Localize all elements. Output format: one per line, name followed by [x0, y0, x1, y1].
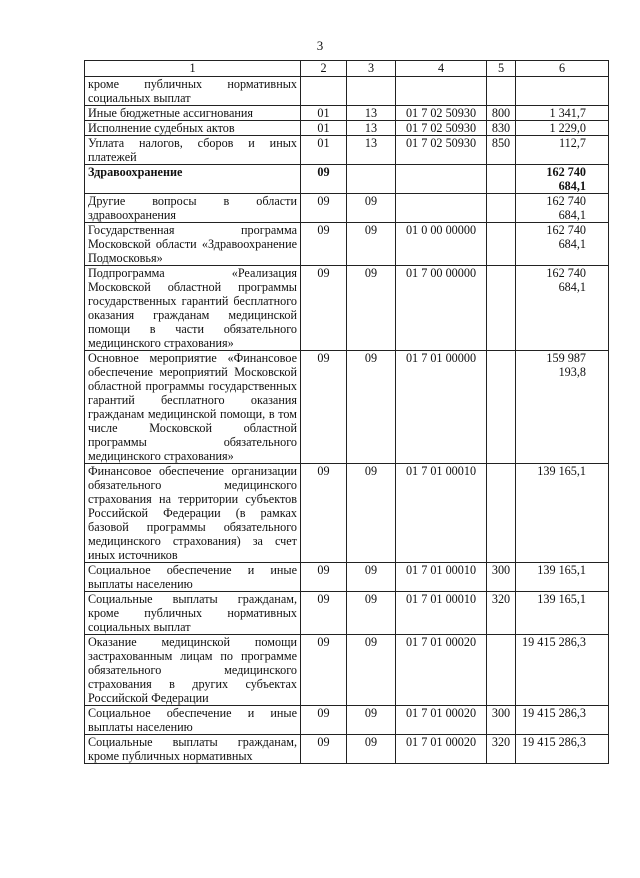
target-article-cell: 01 7 01 00010	[396, 464, 487, 563]
table-row	[85, 121, 609, 136]
amount-cell: 139 165,1	[516, 592, 609, 635]
amount-cell: 19 415 286,3	[516, 706, 609, 735]
subsection-code-cell: 09	[347, 266, 396, 351]
table-row	[85, 735, 609, 764]
expense-type-cell	[487, 223, 516, 266]
section-code-cell: 09	[301, 592, 347, 635]
section-code-cell: 09	[301, 165, 347, 194]
page-number: 3	[316, 38, 324, 53]
subsection-code-cell: 09	[347, 351, 396, 464]
target-article-cell: 01 7 01 00010	[396, 592, 487, 635]
target-article-cell: 01 7 01 00020	[396, 706, 487, 735]
amount-cell: 162 740 684,1	[516, 266, 609, 351]
table-row	[85, 635, 609, 706]
table-row	[85, 592, 609, 635]
row-name-cell: Социальные выплаты гражданам, кроме публичных нормативных	[85, 735, 301, 764]
target-article-cell: 01 7 01 00000	[396, 351, 487, 464]
expense-type-cell	[487, 351, 516, 464]
row-name-cell: кроме публичных нормативных социальных выплат	[85, 77, 301, 106]
row-name-cell: Исполнение судебных актов	[85, 121, 301, 136]
expense-type-cell	[487, 165, 516, 194]
table-row	[85, 351, 609, 464]
section-code-cell: 09	[301, 266, 347, 351]
row-name-cell: Другие вопросы в области здравоохранения	[85, 194, 301, 223]
amount-cell: 19 415 286,3	[516, 635, 609, 706]
subsection-code-cell: 13	[347, 106, 396, 121]
column-header: 2	[301, 61, 347, 77]
table-row	[85, 106, 609, 121]
target-article-cell	[396, 77, 487, 106]
expense-type-cell	[487, 266, 516, 351]
expense-type-cell	[487, 194, 516, 223]
section-code-cell: 01	[301, 106, 347, 121]
target-article-cell: 01 7 00 00000	[396, 266, 487, 351]
column-header: 4	[396, 61, 487, 77]
table-row	[85, 194, 609, 223]
row-name-cell: Иные бюджетные ассигнования	[85, 106, 301, 121]
amount-cell: 139 165,1	[516, 563, 609, 592]
column-header: 1	[85, 61, 301, 77]
amount-cell: 1 229,0	[516, 121, 609, 136]
expense-type-cell: 300	[487, 563, 516, 592]
table-row	[85, 464, 609, 563]
table-row	[85, 563, 609, 592]
target-article-cell: 01 7 02 50930	[396, 106, 487, 121]
section-code-cell: 09	[301, 223, 347, 266]
amount-cell: 162 740 684,1	[516, 223, 609, 266]
subsection-code-cell: 09	[347, 563, 396, 592]
row-name-cell: Социальное обеспечение и иные выплаты населению	[85, 563, 301, 592]
section-code-cell: 01	[301, 136, 347, 165]
target-article-cell: 01 7 02 50930	[396, 136, 487, 165]
row-name-cell: Социальное обеспечение и иные выплаты населению	[85, 706, 301, 735]
expense-type-cell	[487, 77, 516, 106]
row-name-cell: Здравоохранение	[85, 165, 301, 194]
subsection-code-cell: 13	[347, 121, 396, 136]
column-header: 6	[516, 61, 609, 77]
row-name-cell: Основное мероприятие «Финансовое обеспечение мероприятий Московской областной программы государственных гарантий бесплатного оказания гражданам медицинской помощи, в том числе Московской областной программы обязательного медицинского страхования»	[85, 351, 301, 464]
expense-type-cell: 320	[487, 735, 516, 764]
table-row	[85, 266, 609, 351]
amount-cell: 139 165,1	[516, 464, 609, 563]
expense-type-cell: 830	[487, 121, 516, 136]
section-code-cell: 09	[301, 194, 347, 223]
section-code-cell: 09	[301, 464, 347, 563]
row-name-cell: Социальные выплаты гражданам, кроме публичных нормативных социальных выплат	[85, 592, 301, 635]
subsection-code-cell: 09	[347, 635, 396, 706]
amount-cell: 1 341,7	[516, 106, 609, 121]
subsection-code-cell	[347, 77, 396, 106]
target-article-cell: 01 0 00 00000	[396, 223, 487, 266]
target-article-cell: 01 7 01 00020	[396, 735, 487, 764]
section-code-cell	[301, 77, 347, 106]
row-name-cell: Уплата налогов, сборов и иных платежей	[85, 136, 301, 165]
table-header-row	[85, 61, 609, 77]
table-row	[85, 165, 609, 194]
table-row	[85, 223, 609, 266]
expense-type-cell	[487, 464, 516, 563]
table-row	[85, 136, 609, 165]
section-code-cell: 09	[301, 635, 347, 706]
amount-cell: 159 987 193,8	[516, 351, 609, 464]
section-code-cell: 09	[301, 706, 347, 735]
section-code-cell: 09	[301, 351, 347, 464]
table-row	[85, 77, 609, 106]
budget-table-body	[85, 61, 609, 764]
row-name-cell: Оказание медицинской помощи застрахованным лицам по программе обязательного медицинского страхования в других субъектах Российской Федерации	[85, 635, 301, 706]
target-article-cell: 01 7 01 00020	[396, 635, 487, 706]
amount-cell: 19 415 286,3	[516, 735, 609, 764]
row-name-cell: Подпрограмма «Реализация Московской областной программы государственных гарантий бесплатного оказания гражданам медицинской помощи в части обязательного медицинского страхования»	[85, 266, 301, 351]
subsection-code-cell: 09	[347, 592, 396, 635]
section-code-cell: 09	[301, 735, 347, 764]
subsection-code-cell: 09	[347, 706, 396, 735]
expense-type-cell	[487, 635, 516, 706]
target-article-cell	[396, 194, 487, 223]
section-code-cell: 09	[301, 563, 347, 592]
section-code-cell: 01	[301, 121, 347, 136]
amount-cell: 112,7	[516, 136, 609, 165]
expense-type-cell: 850	[487, 136, 516, 165]
target-article-cell	[396, 165, 487, 194]
row-name-cell: Финансовое обеспечение организации обязательного медицинского страхования на территории субъектов Российской Федерации (в рамках базовой программы обязательного медицинского страхования) за счет иных источников	[85, 464, 301, 563]
expense-type-cell: 300	[487, 706, 516, 735]
target-article-cell: 01 7 01 00010	[396, 563, 487, 592]
amount-cell: 162 740 684,1	[516, 165, 609, 194]
budget-table	[84, 60, 609, 764]
subsection-code-cell: 09	[347, 223, 396, 266]
subsection-code-cell	[347, 165, 396, 194]
target-article-cell: 01 7 02 50930	[396, 121, 487, 136]
amount-cell: 162 740 684,1	[516, 194, 609, 223]
amount-cell	[516, 77, 609, 106]
expense-type-cell: 800	[487, 106, 516, 121]
subsection-code-cell: 09	[347, 194, 396, 223]
subsection-code-cell: 09	[347, 464, 396, 563]
column-header: 5	[487, 61, 516, 77]
row-name-cell: Государственная программа Московской области «Здравоохранение Подмосковья»	[85, 223, 301, 266]
column-header: 3	[347, 61, 396, 77]
subsection-code-cell: 13	[347, 136, 396, 165]
subsection-code-cell: 09	[347, 735, 396, 764]
table-row	[85, 706, 609, 735]
expense-type-cell: 320	[487, 592, 516, 635]
